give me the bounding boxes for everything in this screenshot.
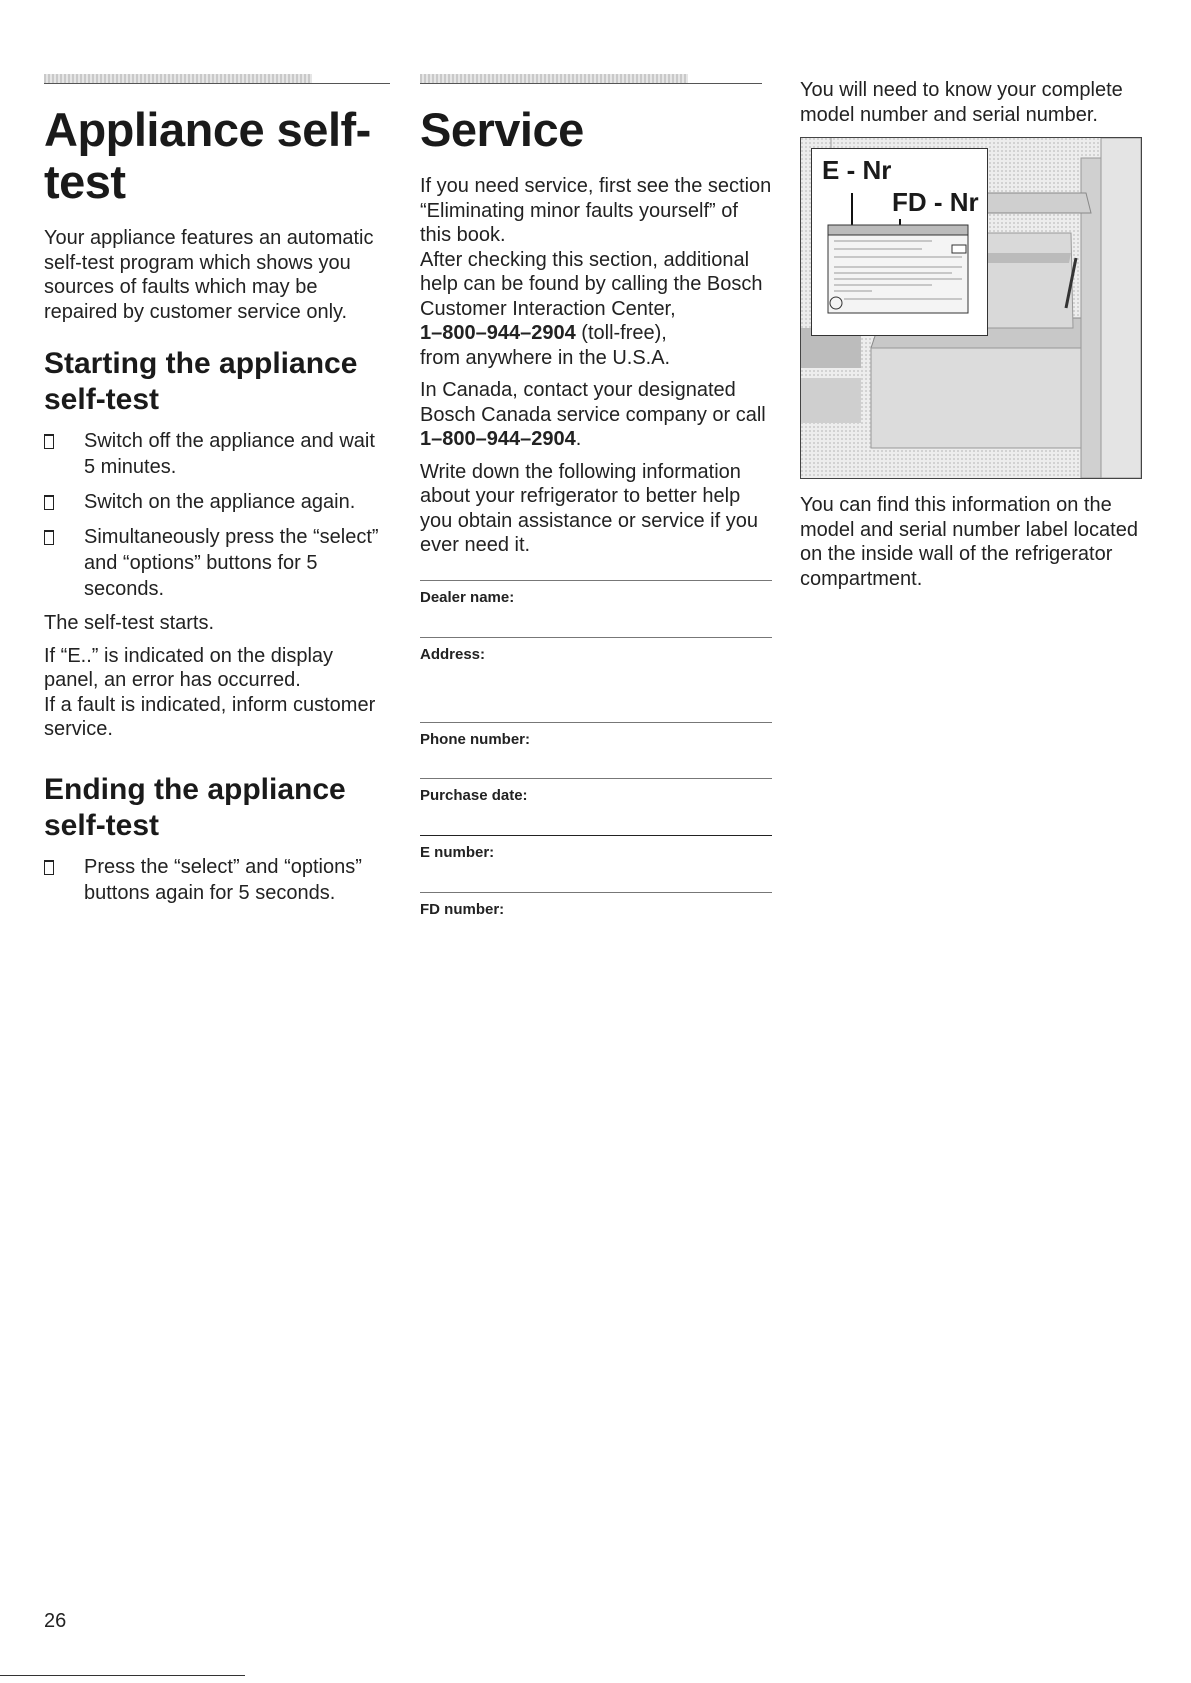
list-item: Simultaneously press the “select” and “options” buttons for 5 seconds.: [44, 524, 390, 602]
intro-text: Your appliance features an automatic self-test program which shows you sources of faults which may be repaired by customer service only.: [44, 227, 374, 323]
error-text: If “E..” is indicated on the display panel, an error has occurred.: [44, 644, 334, 691]
section-rule: [44, 70, 390, 84]
rating-label-photo: [800, 137, 1142, 479]
self-test-column: [44, 70, 390, 915]
model-number-text: You will need to know your complete model number and serial number.: [800, 79, 1123, 126]
list-item: Switch on the appliance again.: [44, 489, 390, 515]
page-title: Appliance self-test: [44, 103, 371, 208]
e-number-field[interactable]: E number:: [420, 835, 772, 892]
label-callout: [811, 148, 988, 336]
checkbox-bullet-icon: [44, 434, 54, 449]
start-heading: Starting the appliance self-test: [44, 347, 358, 416]
fd-number-field[interactable]: FD number:: [420, 892, 772, 931]
label-location-text: You can find this information on the model and serial number label located on the inside wall of the refrigerator compartment.: [800, 494, 1138, 590]
checkbox-bullet-icon: [44, 495, 54, 510]
footer-rule: [0, 1675, 245, 1676]
phone-number-canada: 1–800–944–2904: [420, 428, 576, 450]
list-item: Switch off the appliance and wait 5 minutes.: [44, 428, 390, 480]
purchase-date-field[interactable]: Purchase date:: [420, 778, 772, 835]
list-item: Press the “select” and “options” buttons again for 5 seconds.: [44, 854, 390, 906]
dealer-name-field[interactable]: Dealer name:: [420, 580, 772, 637]
phone-number: 1–800–944–2904: [420, 322, 576, 344]
page-number: 26: [44, 1610, 67, 1632]
address-field[interactable]: Address:: [420, 637, 772, 722]
start-steps-list: [44, 428, 390, 602]
phone-number-field[interactable]: Phone number:: [420, 722, 772, 778]
service-column: [420, 70, 772, 931]
starts-text: The self-test starts.: [44, 612, 215, 634]
e-nr-label: E - Nr: [822, 155, 892, 185]
service-text: If you need service, first see the section “Eliminating minor faults yourself” of this book. After checking this section, additional help can be found by calling the Bosch Customer Interaction Center, 1–800–944–2904 (toll-free), from anywhere in the U.S.A.: [420, 175, 772, 369]
canada-text: In Canada, contact your designated Bosch Canada service company or call 1–800–944–2904.: [420, 379, 766, 450]
checkbox-bullet-icon: [44, 860, 54, 875]
service-title: Service: [420, 103, 584, 156]
fault-text: If a fault is indicated, inform customer service.: [44, 693, 376, 740]
label-info-column: [800, 78, 1150, 599]
end-steps-list: [44, 854, 390, 906]
writedown-text: Write down the following information about your refrigerator to better help you obtain assistance or service if you ever need it.: [420, 460, 758, 556]
fd-nr-label: FD - Nr: [892, 187, 979, 217]
section-rule: [420, 70, 772, 84]
info-form: [420, 580, 772, 931]
end-heading: Ending the appliance self-test: [44, 772, 346, 842]
checkbox-bullet-icon: [44, 530, 54, 545]
